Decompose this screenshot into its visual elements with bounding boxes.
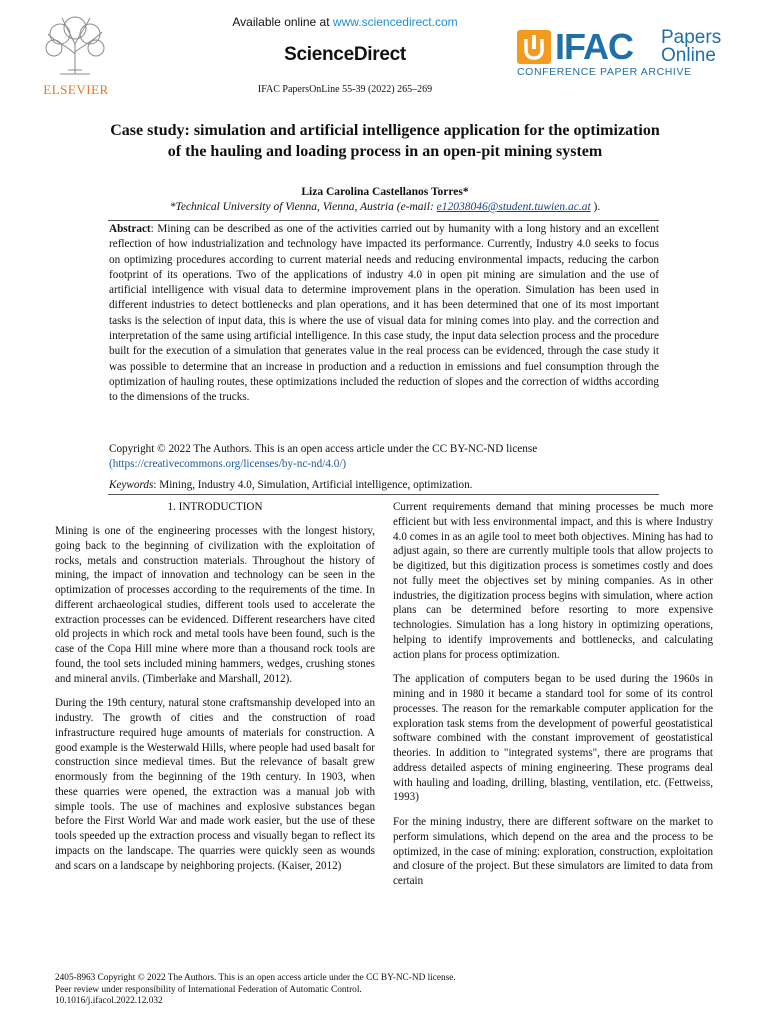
affiliation-text: *Technical University of Vienna, Vienna, Austria (e-mail:	[169, 201, 434, 213]
abstract-text: : Mining can be described as one of the activities carried out by humanity with a long history and an excellent reflection of how industrialization and technology have impacted its performance. Currently, Industry 4.0 seeks to focus on optimizing procedures according to current material needs and reducing environmental impacts, reducing the carbon footprint of its operations. Two of the applications of industry 4.0 in open pit mining are simulation and the use of artificial intelligence with visual data to determine improvement plans in the operation. Simulation has been used in different industries to detect bottlenecks and plan operations, and it has been determined that one of its most important tasks is the selection of input data, this is where the use of visual data for mining comes into play. and the correction and interpretation of the same using artificial intelligence. In this case study, the input data selection process and the procedure built for the execution of a simulation that generates value in the real process can be evidenced, through the case study it was possible to determine that an increase in production and a reduction in emissions and fuel consumption through the optimization of hauling routes, these optimizations included the reduction of slopes and the correction of widths according to the dimensions of the trucks.	[109, 223, 659, 404]
ifac-archive: CONFERENCE PAPER ARCHIVE	[517, 66, 692, 78]
journal-name: ScienceDirect	[284, 44, 406, 65]
abstract-rule-bottom	[108, 494, 659, 495]
sciencedirect-link[interactable]: www.sciencedirect.com	[332, 15, 458, 29]
right-paragraph-2: The application of computers began to be used during the 1960s in mining and in 1980 it became a standard tool for some of its control processes. The reason for the remarkable computer application for the exploration task stems from the development of powerful geostatistical software combined with the constant improvement of geostatistical theories. In addition to "integrated systems", there are programs that address detailed aspects of mining engineering. These programs deal with hauling and loading, drilling, blasting, ventilation, etc. (Fettweiss, 1993)	[393, 673, 713, 804]
affiliation-close: ).	[593, 201, 601, 213]
right-column	[393, 500, 713, 899]
footer-doi[interactable]: 10.1016/j.ifacol.2022.12.032	[55, 996, 163, 1006]
footer	[55, 973, 713, 1008]
right-paragraph-1: Current requirements demand that mining processes be much more efficient but with less environmental impact, and this is where Industry 4.0 comes in as an agile tool to meet both objectives. Mining has had to adjust again, so there are currently multiple tools that allow projects to be digitized, but this digitization process is sometimes costly and does not fully meet the objectives set by mining companies. As in other industries, the digitization process begins with simulation, where action plans can be determined before resorting to more expensive technologies. Simulation has a long history in optimizing operations, helping to identify improvements and bottlenecks, and calculating action plans for process optimization.	[393, 501, 713, 661]
footer-copyright: 2405-8963 Copyright © 2022 The Authors. This is an open access article under the CC BY-NC-ND license.	[55, 973, 456, 983]
copyright-block	[109, 442, 659, 472]
section-heading: 1. INTRODUCTION	[167, 501, 263, 513]
keywords-text: : Mining, Industry 4.0, Simulation, Artificial intelligence, optimization.	[153, 479, 473, 491]
elsevier-logo	[30, 14, 122, 96]
affiliation	[110, 201, 660, 213]
copyright-line: Copyright © 2022 The Authors. This is an open access article under the CC BY-NC-ND license	[109, 443, 538, 455]
left-paragraph-1: Mining is one of the engineering processes with the longest history, going back to the beginning of civilization with the exploitation of rocks, metals and construction materials. Throughout the history of mining, the impact of innovation and technology can be seen in the optimization of processes according to the requirements of the time. In different archaeological studies, different tools used to accelerate the extraction processes can be evidenced. Different researchers have cited old projects in which rock and metal tools have been found, such is the case of the Copa Hill mine where more than a thousand rock tools are found, the tool sets included mining hammers, wedges, crushing stones and mineral anvils. (Timberlake and Marshall, 2012).	[55, 525, 375, 685]
right-paragraph-3: For the mining industry, there are different software on the market to perform simulations, which depend on the area and the process to be optimized, in the case of mining: exploration, construction, exploitation and closure of the project. But these simulators are limited to data from certain	[393, 816, 713, 887]
keywords	[109, 478, 659, 493]
available-prefix: Available online at	[232, 15, 330, 29]
abstract-label: Abstract	[109, 223, 151, 235]
abstract-rule-top	[108, 220, 659, 221]
email-link[interactable]: e12038046@student.tuwien.ac.at	[436, 201, 591, 213]
paper-title: Case study: simulation and artificial intelligence application for the optimization of the hauling and loading process in an open-pit mining system	[110, 122, 660, 160]
available-online	[200, 15, 490, 29]
ifac-online: Online	[661, 45, 716, 66]
citation: IFAC PapersOnLine 55-39 (2022) 265–269	[257, 84, 433, 95]
keywords-label: Keywords	[109, 479, 154, 491]
left-paragraph-2: During the 19th century, natural stone craftsmanship developed into an industry. The growth of cities and the construction of road infrastructure required huge amounts of materials for construction. A good example is the Westerwald Hills, where people had used basalt for construction since medieval times. But the relevance of basalt grew enormously from the beginning of the 19th century. In 1903, when these quarries were opened, the extraction was a manual job with simple tools. The use of machines and explosive substances began before the First World War and made work easier, but the use of these tools speeded up the extraction process and visually began to reflect its impacts on the landscape. The quarries were quickly seen as wounds and scars on a landscape by neighboring projects. (Kaiser, 2012)	[55, 697, 375, 872]
left-column	[55, 500, 375, 883]
ifac-emblem-icon	[517, 30, 551, 64]
license-link[interactable]: (https://creativecommons.org/licenses/by-nc-nd/4.0/)	[109, 458, 347, 470]
abstract	[109, 222, 659, 406]
author: Liza Carolina Castellanos Torres*	[301, 186, 469, 198]
ifac-papers: Papers	[661, 27, 722, 48]
ifac-logo	[515, 26, 725, 84]
footer-peer-review: Peer review under responsibility of International Federation of Automatic Control.	[55, 984, 362, 995]
elsevier-wordmark: ELSEVIER	[43, 82, 109, 97]
elsevier-tree-icon	[40, 14, 110, 78]
ifac-text: IFAC	[555, 26, 634, 67]
